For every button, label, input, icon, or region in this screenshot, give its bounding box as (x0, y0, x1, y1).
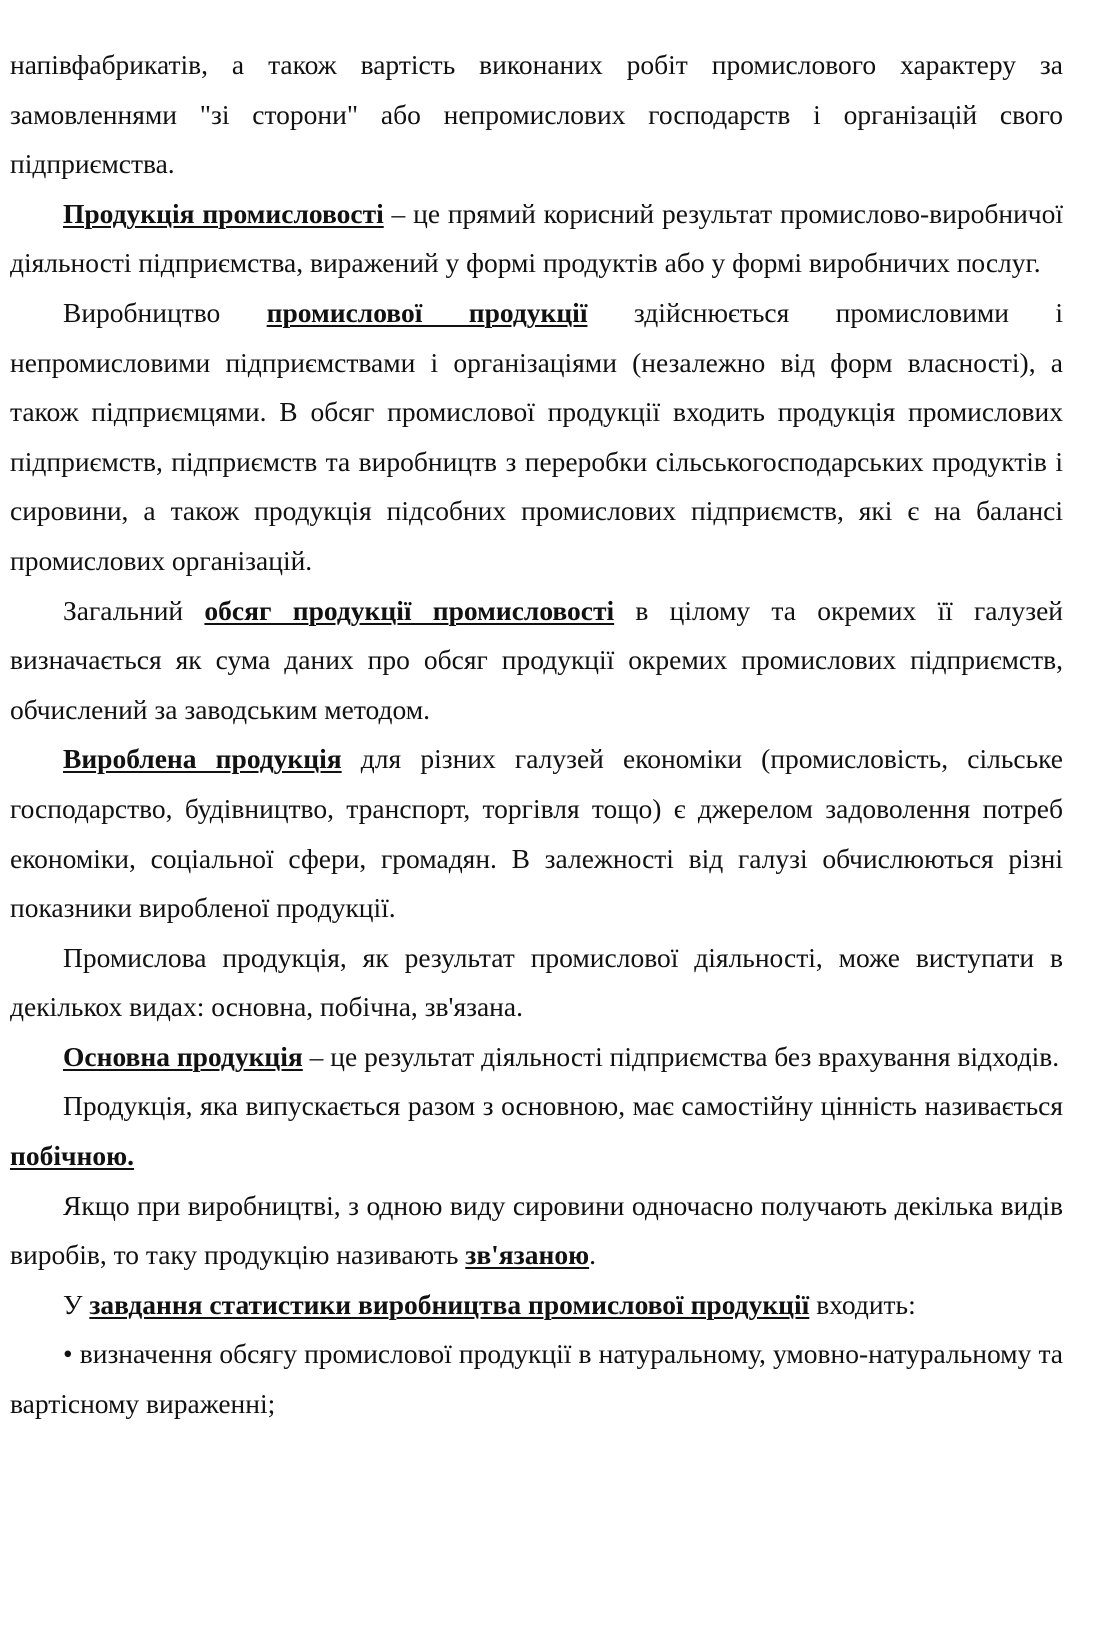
paragraph (10, 189, 1063, 288)
paragraph (10, 1181, 1063, 1280)
defined-term: Вироблена продукція (63, 743, 342, 775)
defined-term: промислової продукції (266, 296, 588, 328)
paragraph (10, 40, 1063, 189)
paragraph (10, 288, 1063, 586)
defined-term: обсяг продукції промисловості (204, 594, 615, 626)
paragraph (10, 933, 1063, 1032)
paragraph-text: входить: (809, 1288, 916, 1320)
paragraph-text: для різних галузей економіки (промисловість, сільське господарство, будівництво, транспорт, торгівля тощо) є джерелом задоволення потреб економіки, соціальної сфери, громадян. В залежності від галузі обчислюються різні показники виробленої продукції. (10, 743, 1063, 924)
paragraph-text: – це прямий корисний результат промислово-виробничої діяльності підприємства, виражений у формі продуктів або у формі виробничих послуг. (10, 197, 1064, 279)
paragraph-text: в цілому та окремих її галузей визначається як сума даних про обсяг продукції окремих промислових підприємств, обчислений за заводським методом. (10, 594, 1063, 725)
document-page (10, 40, 1063, 1429)
paragraph (10, 1081, 1063, 1180)
paragraph-text: Промислова продукція, як результат промислової діяльності, може виступати в декількох видах: основна, побічна, зв'язана. (10, 941, 1063, 1023)
paragraph-text: – це результат діяльності підприємства без врахування відходів. (302, 1040, 1060, 1072)
paragraph-text: • визначення обсягу промислової продукції в натуральному, умовно-натуральному та вартісному вираженні; (10, 1338, 1063, 1420)
defined-term: Основна продукція (63, 1040, 303, 1072)
defined-term: зв'язаною (465, 1239, 590, 1271)
paragraph (10, 586, 1063, 735)
paragraph (10, 1329, 1063, 1428)
paragraph (10, 1280, 1063, 1330)
paragraph (10, 734, 1063, 932)
paragraph-text: Виробництво (63, 296, 267, 328)
defined-term: побічною. (10, 1140, 134, 1172)
paragraph-text: Продукція, яка випускається разом з основною, має самостійну цінність називається (63, 1090, 1063, 1122)
defined-term: завдання статистики виробництва промислової продукції (89, 1288, 810, 1320)
paragraph-text: Загальний (63, 594, 205, 626)
paragraph-text: Якщо при виробництві, з одною виду сировини одночасно получають декілька видів виробів, то таку продукцію називають (10, 1189, 1063, 1271)
paragraph (10, 1032, 1063, 1082)
paragraph-text: здійснюється промисловими і непромисловими підприємствами і організаціями (незалежно від форм власності), а також підприємцями. В обсяг промислової продукції входить продукція промислових підприємств, підприємств та виробництв з переробки сільськогосподарських продуктів і сировини, а також продукція підсобних промислових підприємств, які є на балансі промислових організацій. (10, 296, 1063, 576)
paragraph-text: напівфабрикатів, а також вартість виконаних робіт промислового характеру за замовленнями "зі сторони" або непромислових господарств і організацій свого підприємства. (10, 49, 1063, 180)
defined-term: Продукція промисловості (63, 197, 384, 229)
paragraph-text: . (589, 1239, 596, 1271)
paragraph-text: У (63, 1288, 90, 1320)
